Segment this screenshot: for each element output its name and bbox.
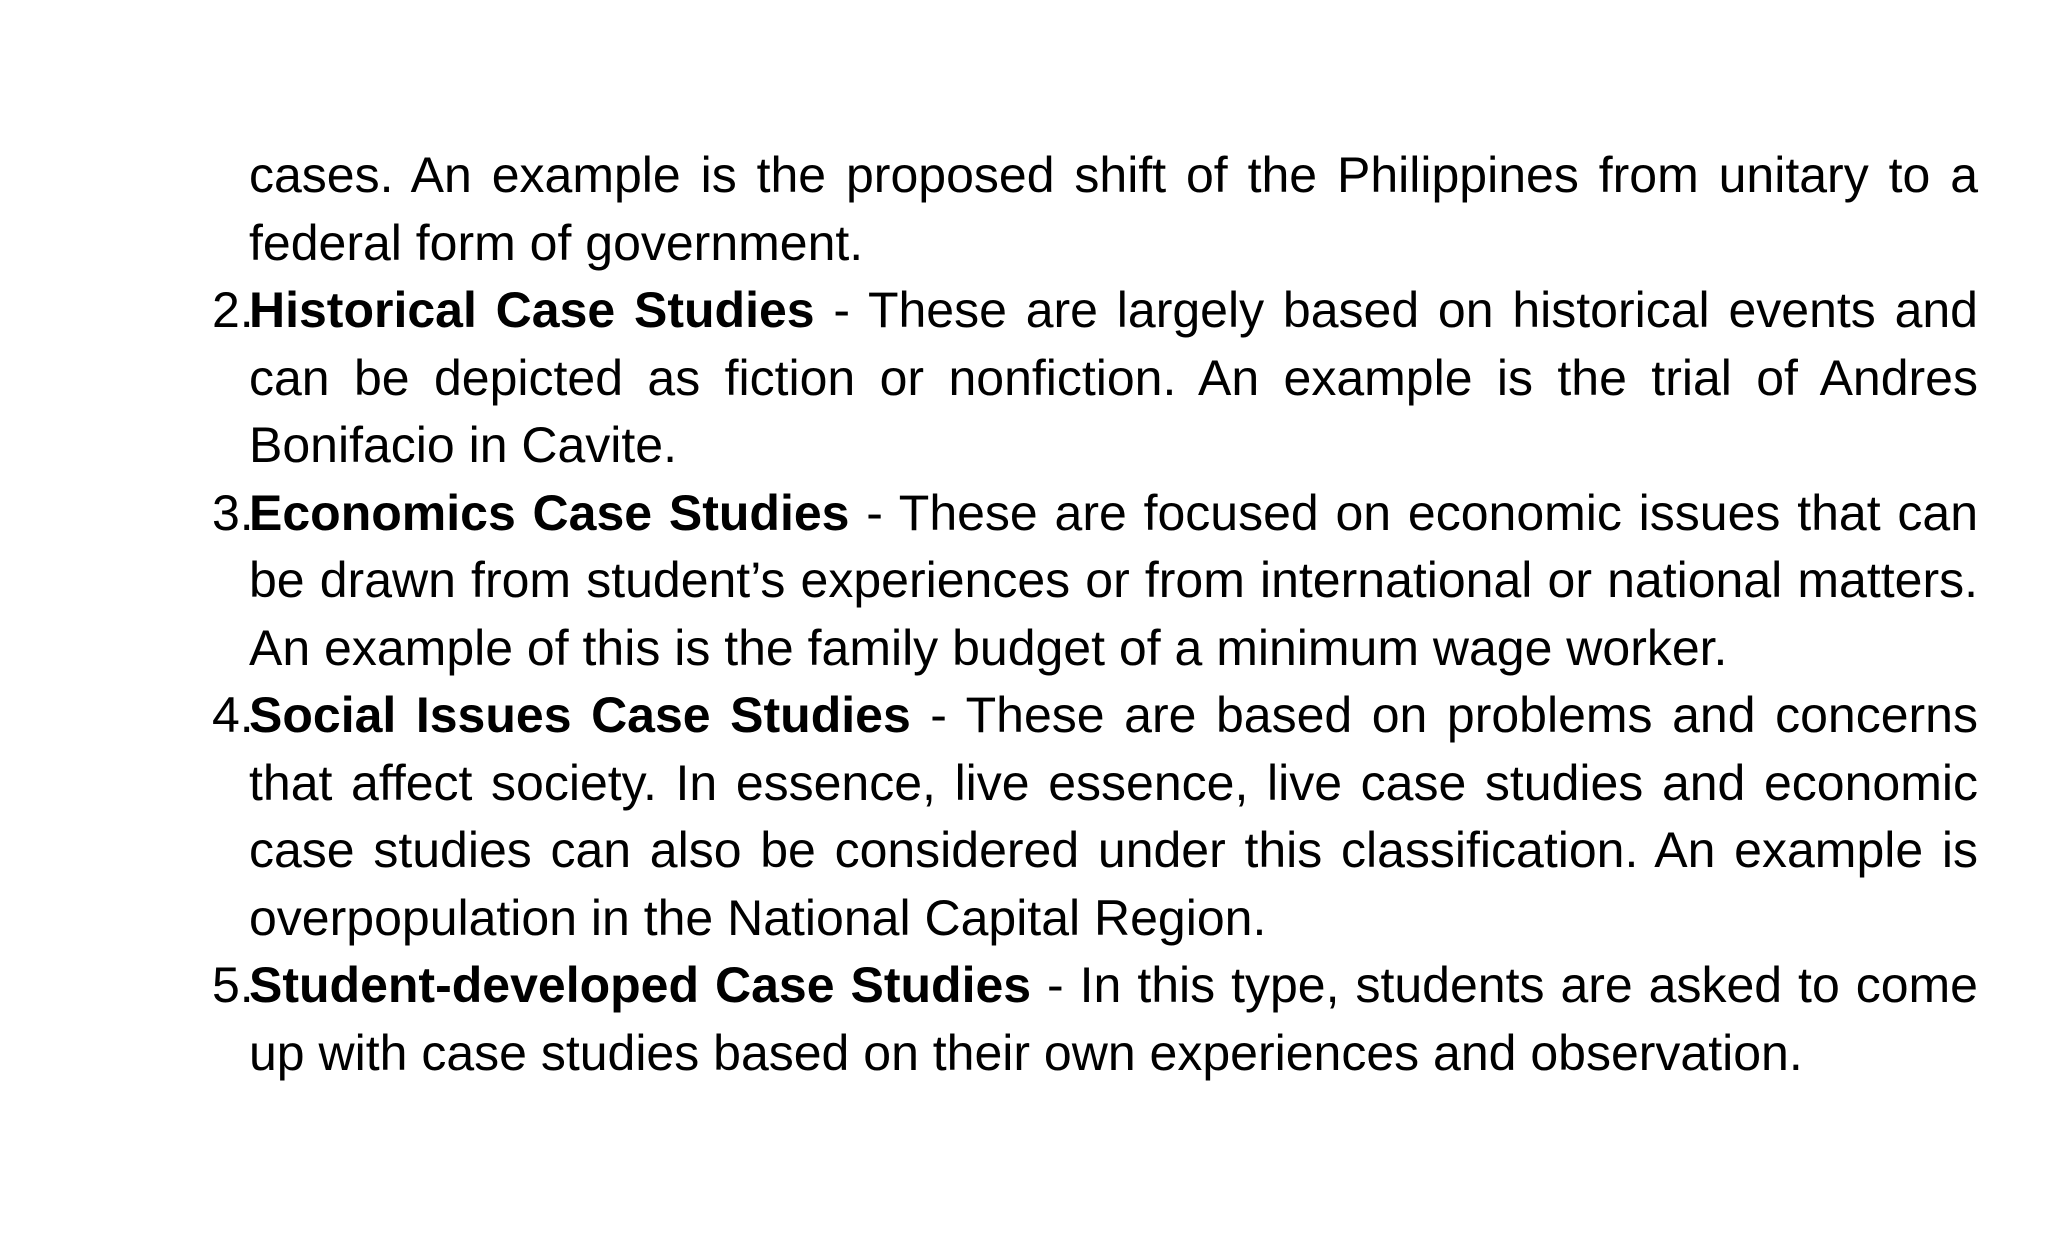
list-item-social-issues <box>212 682 1978 952</box>
list-description: - These are focused on economic issues that can be drawn from student’s experiences or from international or national matters. An example of this is the family budget of a minimum wage worker. <box>249 484 1978 676</box>
list-item-historical <box>212 277 1978 480</box>
list-description: - In this type, students are asked to come up with case studies based on their own experiences and observation. <box>249 957 1978 1081</box>
list-term: Historical Case Studies <box>249 282 815 338</box>
intro-paragraph: cases. An example is the proposed shift of the Philippines from unitary to a federal form of government. <box>249 147 1978 271</box>
list-item-student-developed <box>212 952 1978 1087</box>
list-term: Social Issues Case Studies <box>249 687 911 743</box>
list-description: - These are largely based on historical events and can be depicted as fiction or nonfiction. An example is the trial of Andres Bonifacio in Cavite. <box>249 282 1978 473</box>
list-number: 3. <box>212 484 254 541</box>
document-body <box>212 142 1978 1087</box>
list-number: 2. <box>212 282 254 338</box>
list-description: - These are based on problems and concerns that affect society. In essence, live essence, live case studies and economic case studies can also be considered under this classification. An example is overpopulation in the National Capital Region. <box>249 687 1978 946</box>
list-term: Economics Case Studies <box>249 484 850 541</box>
list-number: 4. <box>212 687 254 743</box>
list-item-economics <box>212 480 1978 683</box>
list-number: 5. <box>212 957 254 1013</box>
list-term: Student-developed Case Studies <box>249 957 1032 1013</box>
